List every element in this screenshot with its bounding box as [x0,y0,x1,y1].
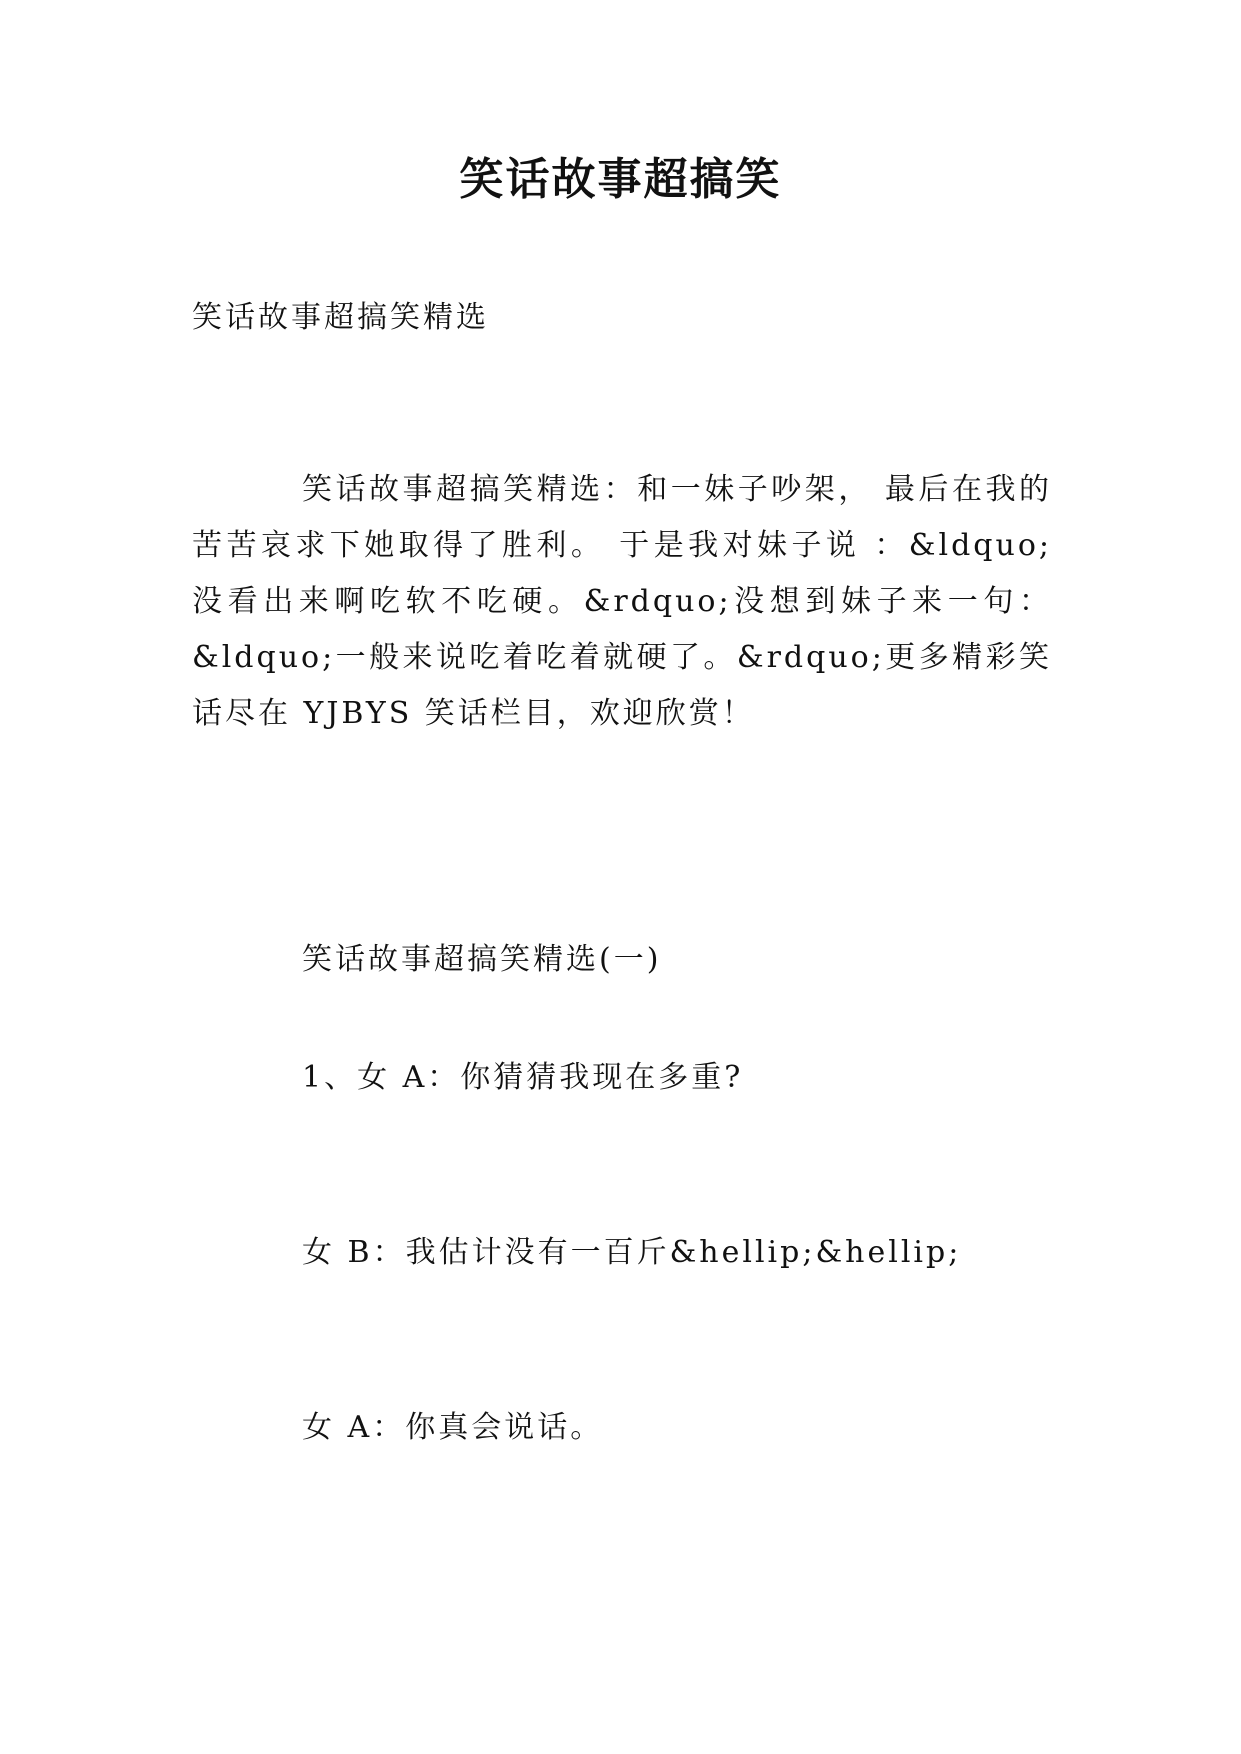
dialogue-line: 女 A：你真会说话。 [302,1410,604,1445]
dialogue-line: 女 B：我估计没有一百斤&hellip;&hellip; [302,1235,962,1270]
dialogue-line: 1、女 A：你猜猜我现在多重? [302,1060,744,1095]
intro-paragraph: 笑话故事超搞笑精选：和一妹子吵架， 最后在我的苦苦哀求下她取得了胜利。 于是我对妹子说 ：&ldquo;没看出来啊吃软不吃硬。&rdquo;没想到妹子来一句：&ldquo;一般来说吃着吃着就硬了。&rdquo;更多精彩笑话尽在 YJBYS 笑话栏目，欢迎欣赏！ [192,472,1052,731]
document-subtitle: 笑话故事超搞笑精选 [192,300,489,335]
section-heading: 笑话故事超搞笑精选(一) [302,942,662,977]
document-title: 笑话故事超搞笑 [459,154,782,205]
